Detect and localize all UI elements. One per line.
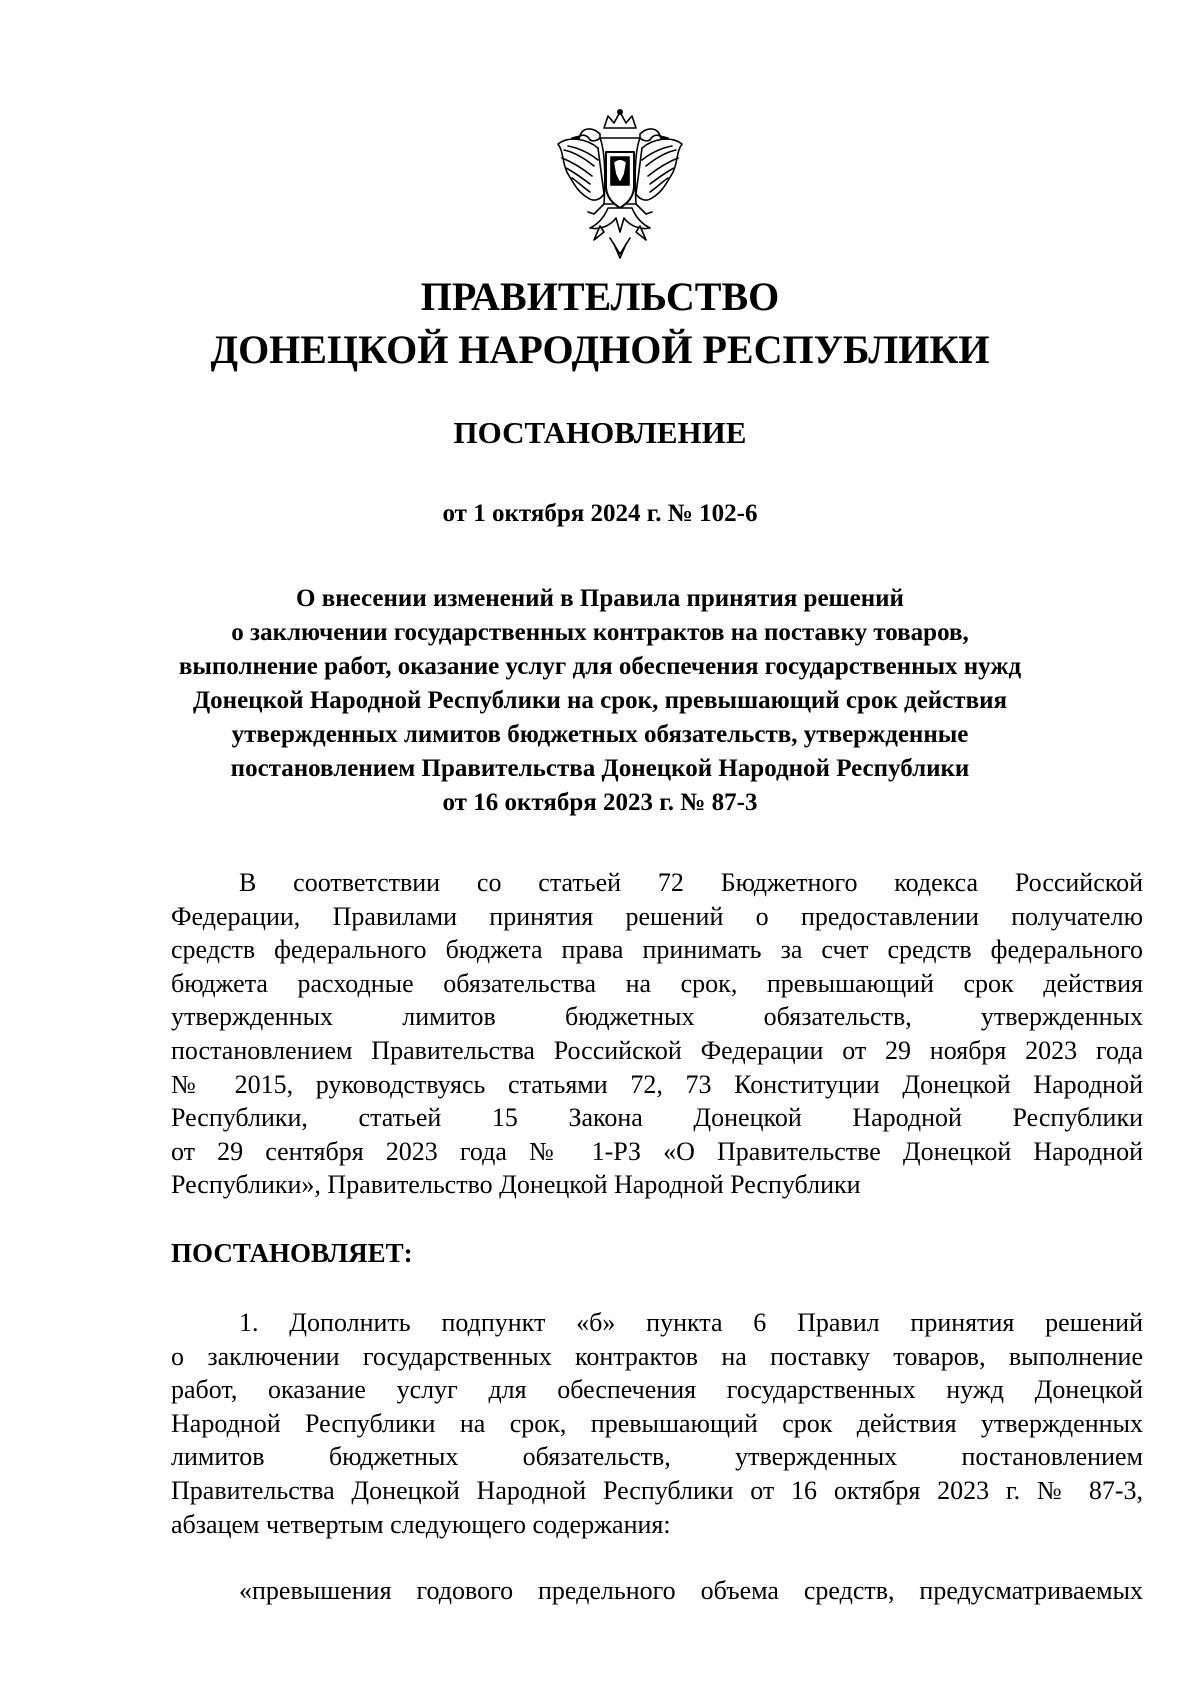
resolves-heading: ПОСТАНОВЛЯЕТ: [171,1238,413,1268]
document-type: ПОСТАНОВЛЕНИЕ [453,415,747,450]
paragraph-line: В соответствии со статьей 72 Бюджетного кодекса Российской [239,868,1143,897]
subject-line: постановлением Правительства Донецкой Народной Республики [230,755,970,782]
government-title-line-2: ДОНЕЦКОЙ НАРОДНОЙ РЕСПУБЛИКИ [210,327,990,372]
coat-of-arms-icon [554,108,686,260]
paragraph-line: 1. Дополнить подпункт «б» пункта 6 Правил принятия решений [239,1308,1143,1337]
document-date-number: от 1 октября 2024 г. № 102-6 [442,500,758,527]
subject-line: О внесении изменений в Правила принятия решений [296,585,904,612]
paragraph-line: абзацем четвертым следующего содержания: [171,1509,671,1539]
subject-line: о заключении государственных контрактов на поставку товаров, [231,619,969,646]
paragraph-line: № 2015, руководствуясь статьями 72, 73 Конституции Донецкой Народной [171,1069,1143,1099]
paragraph-line: средств федерального бюджета права принимать за счет средств федерального [171,935,1143,965]
quoted-paragraph [171,1574,1143,1608]
paragraph-line: бюджета расходные обязательства на срок, превышающий срок действия [171,968,1143,998]
subject-line: утвержденных лимитов бюджетных обязательств, утвержденные [231,721,969,748]
paragraph-line: Народной Республики на срок, превышающий срок действия утвержденных [171,1408,1143,1438]
paragraph-line: работ, оказание услуг для обеспечения государственных нужд Донецкой [171,1375,1143,1405]
government-title [0,270,1200,376]
paragraph-line: от 29 сентября 2023 года № 1-РЗ «О Правительстве Донецкой Народной [171,1136,1143,1166]
paragraph-line: «превышения годового предельного объема средств, предусматриваемых [239,1576,1143,1605]
paragraph-line: Правительства Донецкой Народной Республики от 16 октября 2023 г. № 87-3, [171,1475,1143,1505]
paragraph-line: постановлением Правительства Российской Федерации от 29 ноября 2023 года [171,1035,1143,1065]
subject-line: выполнение работ, оказание услуг для обеспечения государственных нужд [178,653,1022,680]
government-title-line-1: ПРАВИТЕЛЬСТВО [420,274,780,319]
paragraph-line: Республики, статьей 15 Закона Донецкой Народной Республики [171,1103,1143,1133]
item-1-paragraph [171,1306,1143,1541]
paragraph-line: Федерации, Правилами принятия решений о предоставлении получателю [171,901,1143,931]
subject-line: от 16 октября 2023 г. № 87-3 [442,789,758,816]
paragraph-line: Республики», Правительство Донецкой Народной Республики [171,1170,861,1200]
paragraph-line: утвержденных лимитов бюджетных обязательств, утвержденных [171,1002,1143,1032]
preamble-paragraph [171,866,1143,1202]
document-subject [0,582,1200,820]
subject-line: Донецкой Народной Республики на срок, превышающий срок действия [192,687,1007,714]
paragraph-line: лимитов бюджетных обязательств, утвержденных постановлением [171,1442,1143,1472]
paragraph-line: о заключении государственных контрактов на поставку товаров, выполнение [171,1341,1143,1371]
